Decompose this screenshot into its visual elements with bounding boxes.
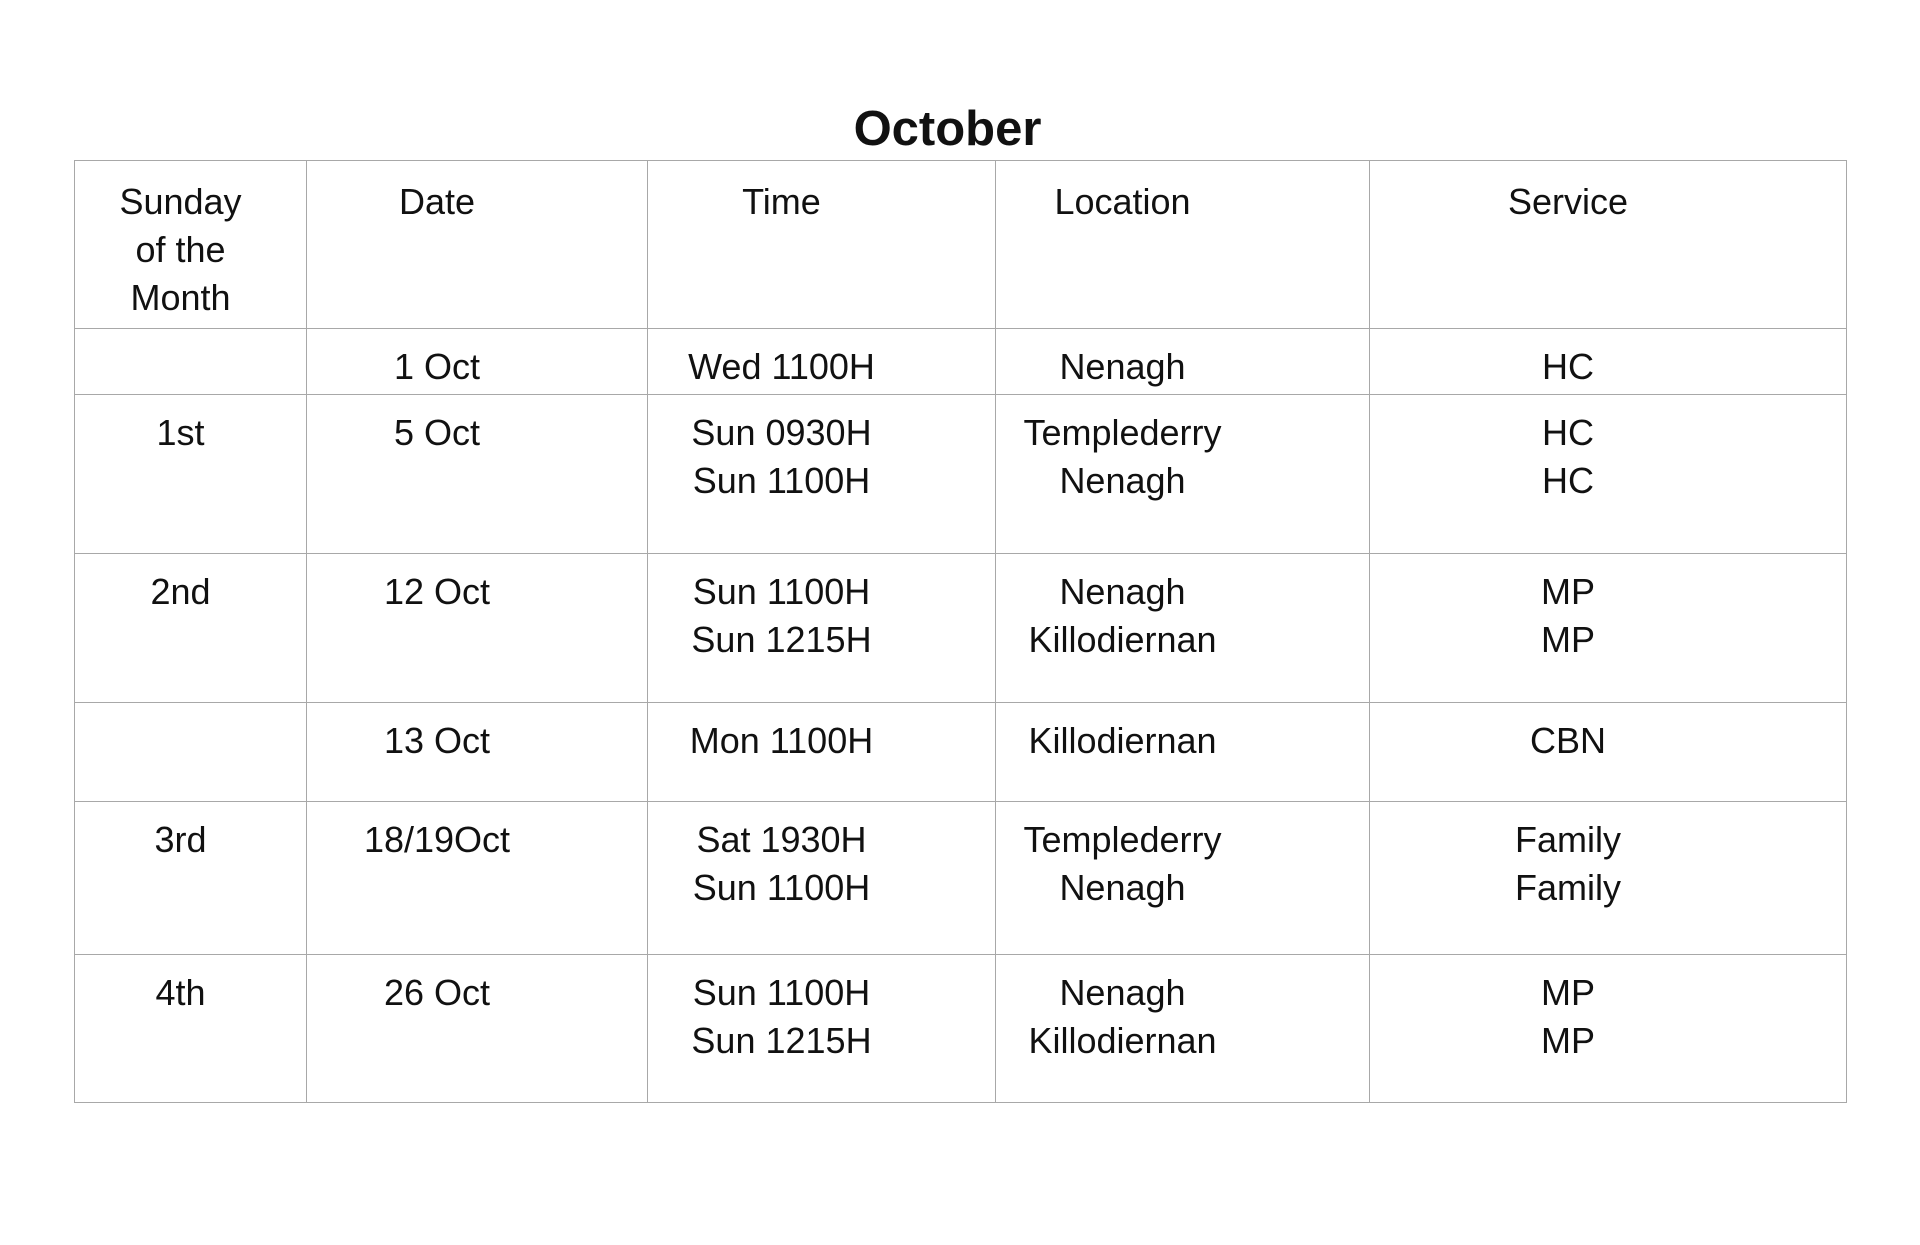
cell-service — [1370, 955, 1847, 1103]
header-sunday-line: of the — [135, 229, 226, 270]
cell-date — [307, 329, 648, 395]
table-row — [75, 329, 1847, 395]
time-value: Sat 1930H — [696, 819, 867, 860]
sunday-value: 1st — [156, 412, 205, 453]
header-service-label: Service — [1507, 181, 1629, 222]
location-value: Nenagh — [1059, 346, 1186, 387]
service-value: HC — [1542, 346, 1594, 387]
service-value: CBN — [1529, 720, 1606, 761]
date-value: 26 Oct — [383, 972, 491, 1013]
cell-date — [307, 395, 648, 554]
location-value: Killodiernan — [1028, 1020, 1217, 1061]
date-value: 12 Oct — [383, 571, 491, 612]
header-sunday-line: Month — [130, 277, 231, 318]
service-value: HC — [1542, 412, 1594, 453]
header-sunday-line: Sunday — [119, 181, 242, 222]
cell-time — [648, 802, 996, 955]
cell-time — [648, 329, 996, 395]
table-row — [75, 703, 1847, 802]
cell-date — [307, 554, 648, 703]
time-value: Wed 1100H — [688, 346, 875, 387]
header-location-label: Location — [1054, 181, 1191, 222]
service-value: MP — [1541, 1020, 1595, 1061]
header-row — [75, 161, 1847, 329]
header-date — [307, 161, 648, 329]
time-value: Mon 1100H — [689, 720, 874, 761]
time-value: Sun 1100H — [692, 867, 871, 908]
date-value: 18/19Oct — [363, 819, 511, 860]
cell-time — [648, 703, 996, 802]
location-value: Nenagh — [1059, 460, 1186, 501]
service-value: Family — [1515, 819, 1621, 860]
service-value: MP — [1541, 972, 1595, 1013]
location-value: Nenagh — [1059, 571, 1186, 612]
cell-sunday — [75, 554, 307, 703]
table-row — [75, 802, 1847, 955]
cell-sunday — [75, 955, 307, 1103]
cell-service — [1370, 329, 1847, 395]
cell-date — [307, 955, 648, 1103]
header-service — [1370, 161, 1847, 329]
header-location — [996, 161, 1370, 329]
cell-service — [1370, 802, 1847, 955]
time-value: Sun 1100H — [692, 460, 871, 501]
location-value: Killodiernan — [1028, 720, 1217, 761]
cell-sunday — [75, 329, 307, 395]
cell-time — [648, 395, 996, 554]
cell-service — [1370, 554, 1847, 703]
page-title: October — [853, 102, 1042, 156]
cell-location — [996, 329, 1370, 395]
table-row — [75, 554, 1847, 703]
time-value: Sun 1100H — [692, 972, 871, 1013]
location-value: Killodiernan — [1028, 619, 1217, 660]
location-value: Templederry — [1023, 819, 1222, 860]
sunday-value: 2nd — [150, 571, 211, 612]
date-value: 13 Oct — [383, 720, 491, 761]
table-row — [75, 955, 1847, 1103]
header-sunday-of-month — [75, 161, 307, 329]
location-value: Templederry — [1023, 412, 1222, 453]
cell-location — [996, 554, 1370, 703]
cell-sunday — [75, 395, 307, 554]
service-value: HC — [1542, 460, 1594, 501]
date-value: 5 Oct — [393, 412, 481, 453]
cell-location — [996, 955, 1370, 1103]
cell-time — [648, 554, 996, 703]
cell-location — [996, 802, 1370, 955]
location-value: Nenagh — [1059, 867, 1186, 908]
sunday-value: 4th — [155, 972, 206, 1013]
time-value: Sun 0930H — [691, 412, 872, 453]
cell-date — [307, 703, 648, 802]
cell-location — [996, 703, 1370, 802]
cell-service — [1370, 395, 1847, 554]
cell-service — [1370, 703, 1847, 802]
sunday-value: 3rd — [154, 819, 207, 860]
date-value: 1 Oct — [393, 346, 481, 387]
table-row — [75, 395, 1847, 554]
time-value: Sun 1215H — [691, 619, 872, 660]
cell-sunday — [75, 802, 307, 955]
header-date-label: Date — [398, 181, 476, 222]
header-time-label: Time — [742, 181, 821, 222]
time-value: Sun 1215H — [691, 1020, 872, 1061]
cell-date — [307, 802, 648, 955]
header-time — [648, 161, 996, 329]
location-value: Nenagh — [1059, 972, 1186, 1013]
time-value: Sun 1100H — [692, 571, 871, 612]
cell-sunday — [75, 703, 307, 802]
service-schedule-table — [74, 160, 1847, 1103]
cell-location — [996, 395, 1370, 554]
service-value: MP — [1541, 619, 1595, 660]
service-value: Family — [1515, 867, 1621, 908]
service-value: MP — [1541, 571, 1595, 612]
cell-time — [648, 955, 996, 1103]
